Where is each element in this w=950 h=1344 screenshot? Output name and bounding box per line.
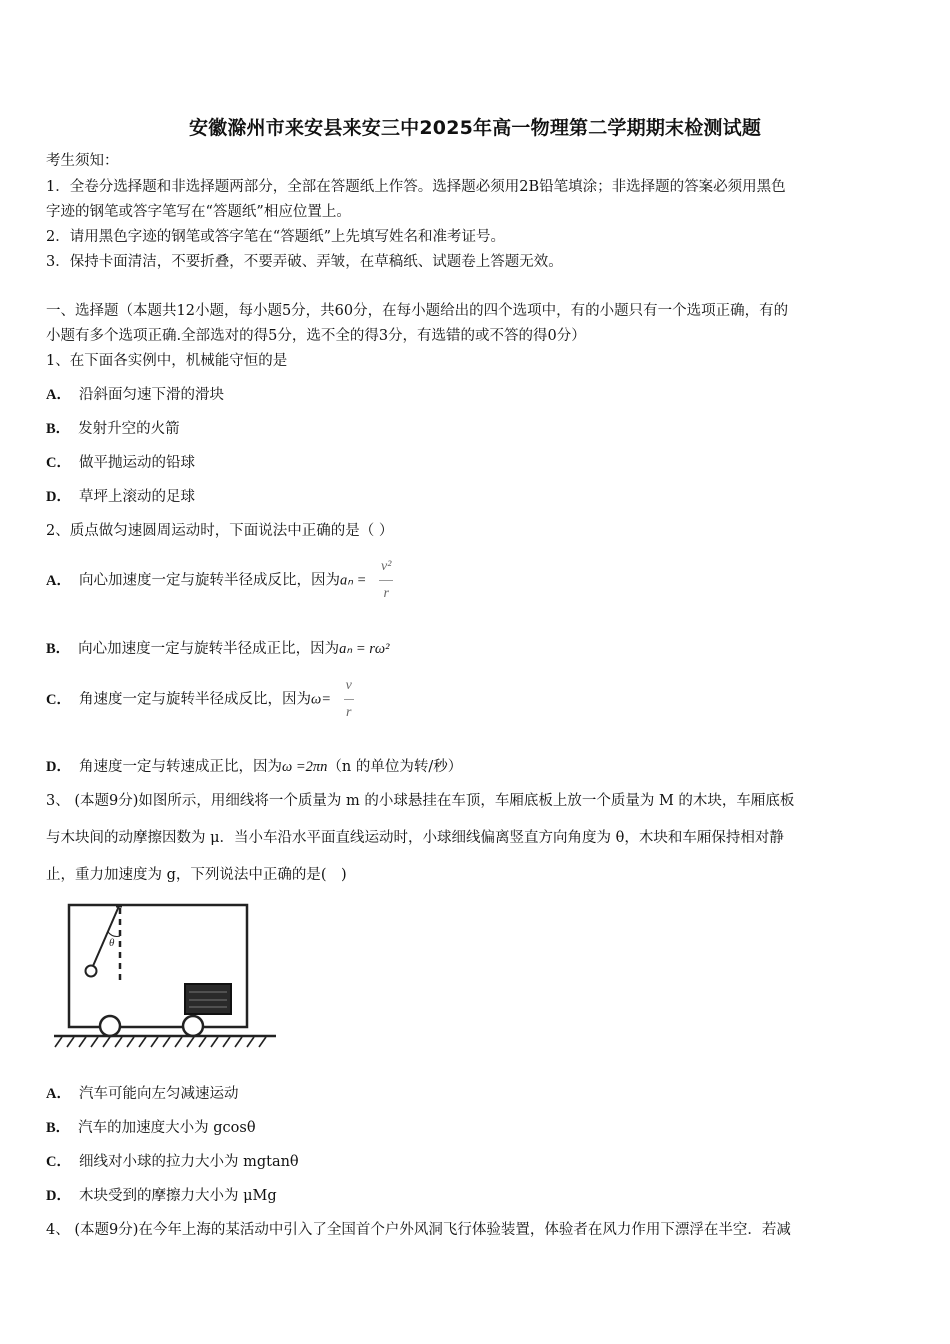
- q3-option-a: A． 汽车可能向左匀减速运动: [46, 1086, 239, 1102]
- wheel-left: [100, 1016, 120, 1036]
- angle-theta-label: θ: [109, 937, 115, 949]
- q2-option-b: B． 向心加速度一定与旋转半径成正比，因为aₙ = rω²: [46, 641, 390, 657]
- q2-option-d: D． 角速度一定与转速成正比，因为ω =2πn（n 的单位为转/秒）: [46, 759, 463, 775]
- q2-option-c: C． 角速度一定与旋转半径成反比，因为ω= $\frac{v}{r}$: [46, 676, 354, 723]
- section-instructions-line2: 小题有多个选项正确.全部选对的得5分，选不全的得3分，有选错的或不答的得0分）: [46, 328, 586, 344]
- notice-item-2: 2．请用黑色字迹的钢笔或答字笔在“答题纸”上先填写姓名和准考证号。: [46, 229, 506, 245]
- page-title: 安徽滁州市来安县来安三中2025年高一物理第二学期期末检测试题: [188, 117, 762, 139]
- pendulum-ball: [86, 966, 97, 977]
- q3-stem-line1: 3、 (本题9分)如图所示，用细线将一个质量为 m 的小球悬挂在车顶，车厢底板上放一个质量为 M 的木块，车厢底板: [46, 793, 795, 809]
- q1-option-d: D． 草坪上滚动的足球: [46, 489, 195, 505]
- q2-c-fraction: $\frac{v}{r}$: [345, 678, 352, 720]
- q1-option-a: A． 沿斜面匀速下滑的滑块: [46, 387, 224, 403]
- ground-hatching: [55, 1037, 266, 1047]
- q2-stem: 2、质点做匀速圆周运动时，下面说法中正确的是（ ）: [46, 523, 394, 539]
- cart-pendulum-figure: [50, 900, 280, 1050]
- notice-item-1-cont: 字迹的钢笔或答字笔写在“答题纸”相应位置上。: [46, 204, 351, 220]
- q3-stem-line3: 止，重力加速度为 g，下列说法中正确的是( ): [46, 867, 347, 883]
- q1-option-c: C． 做平抛运动的铅球: [46, 455, 195, 471]
- q1-stem: 1、在下面各实例中，机械能守恒的是: [46, 353, 288, 369]
- q3-option-b: B． 汽车的加速度大小为 gcosθ: [46, 1120, 256, 1136]
- q1-option-b: B． 发射升空的火箭: [46, 421, 180, 437]
- wheel-right: [183, 1016, 203, 1036]
- section-instructions-line1: 一、选择题（本题共12小题，每小题5分，共60分，在每小题给出的四个选项中，有的小题只有一个选项正确，有的: [46, 303, 789, 319]
- q2-option-a: A． 向心加速度一定与旋转半径成反比，因为aₙ = $\frac{\text{v²}}{r}$: [46, 557, 393, 604]
- q3-option-c: C． 细线对小球的拉力大小为 mgtanθ: [46, 1154, 299, 1170]
- q3-option-d: D． 木块受到的摩擦力大小为 μMg: [46, 1188, 277, 1204]
- q4-stem-line1: 4、 (本题9分)在今年上海的某活动中引入了全国首个户外风洞飞行体验装置，体验者在风力作用下漂浮在半空．若减: [46, 1222, 791, 1238]
- q3-stem-line2: 与木块间的动摩擦因数为 μ．当小车沿水平面直线运动时，小球细线偏离竖直方向角度为 θ，木块和车厢保持相对静: [46, 830, 784, 846]
- wooden-block: [185, 984, 231, 1014]
- notice-heading: 考生须知：: [46, 153, 119, 169]
- q2-a-fraction: $\frac{\text{v²}}{r}$: [381, 559, 392, 601]
- notice-item-1: 1．全卷分选择题和非选择题两部分，全部在答题纸上作答。选择题必须用2B铅笔填涂；非选择题的答案必须用黑色: [46, 179, 786, 195]
- notice-item-3: 3．保持卡面清洁，不要折叠，不要弄破、弄皱，在草稿纸、试题卷上答题无效。: [46, 254, 563, 270]
